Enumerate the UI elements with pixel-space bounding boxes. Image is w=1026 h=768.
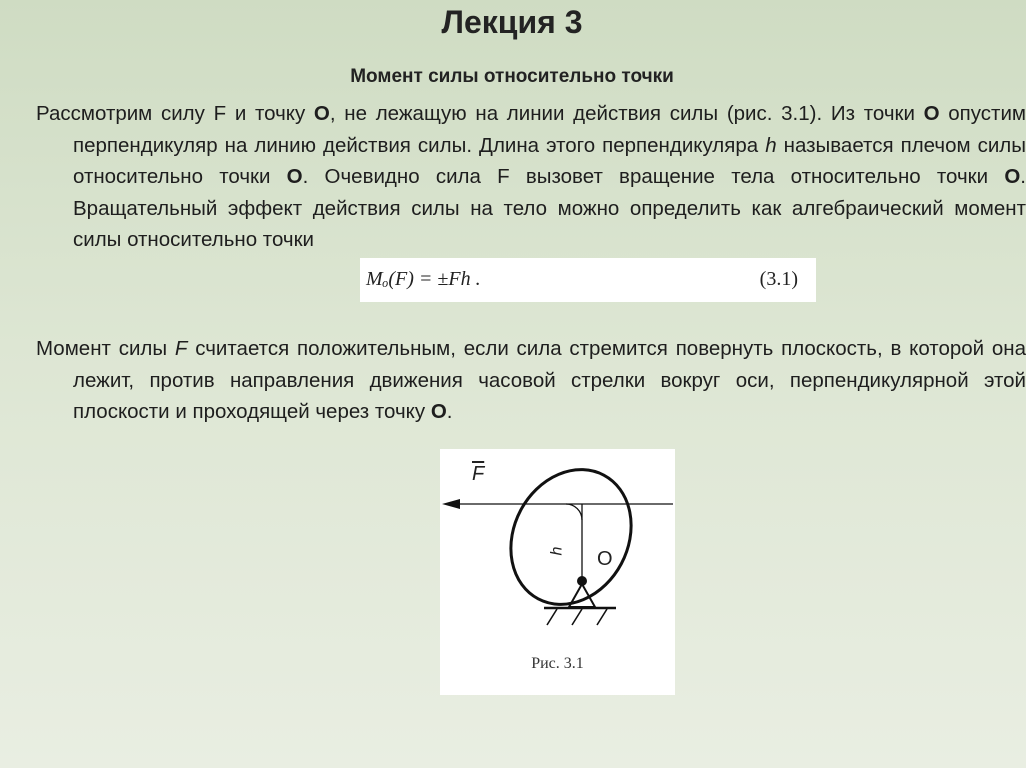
text-run: считается положительным, если сила стремится повернуть плоскость, в которой она лежит, против направления движения часовой стрелки вокруг оси, перпендикулярной этой плоскости и проходящей через точку bbox=[73, 337, 1026, 423]
point-o: О bbox=[1004, 165, 1021, 188]
text-run: . Очевидно сила F вызовет вращение тела относительно точки bbox=[302, 165, 1005, 188]
point-o: О bbox=[430, 400, 447, 423]
formula-expression: Mₒ(F) = ±Fh . bbox=[366, 268, 481, 290]
text-run: Момент силы bbox=[36, 337, 175, 360]
figure-caption: Рис. 3.1 bbox=[531, 655, 584, 672]
text-run: опустим перпендикуляр на линию действия силы. Длина этого перпендикуляра bbox=[73, 102, 1026, 157]
formula-image bbox=[360, 258, 816, 302]
ground-hatch bbox=[547, 609, 557, 625]
text-run: . bbox=[446, 400, 453, 423]
slide-title: Лекция 3 bbox=[441, 4, 583, 40]
text-run: , не лежащую на линии действия силы (рис. 3.1). Из точки bbox=[329, 102, 924, 125]
arm-label: h bbox=[548, 546, 566, 556]
arm-symbol: h bbox=[765, 133, 777, 157]
paragraph-definition bbox=[36, 98, 1026, 256]
formula-number: (3.1) bbox=[759, 268, 798, 290]
point-o: О bbox=[923, 102, 940, 125]
point-label: O bbox=[597, 548, 613, 570]
point-o: О bbox=[313, 102, 330, 125]
paragraph-sign-rule bbox=[36, 333, 1026, 428]
point-o: О bbox=[286, 165, 303, 188]
force-arrowhead bbox=[442, 499, 460, 509]
section-heading: Момент силы относительно точки bbox=[350, 66, 674, 87]
ground-hatch bbox=[572, 609, 582, 625]
ground-hatch bbox=[597, 609, 607, 625]
force-label: $\overline{F}$ bbox=[472, 463, 485, 485]
rigid-body bbox=[488, 448, 654, 625]
text-run: Рассмотрим силу F и точку bbox=[36, 102, 314, 125]
text-run: называется плечом силы относительно точки bbox=[73, 133, 1026, 188]
force-symbol: F bbox=[174, 337, 188, 360]
figure-3-1 bbox=[440, 449, 675, 695]
right-angle-mark bbox=[566, 504, 582, 520]
text-run: . Вращательный эффект действия силы на тело можно определить как алгебраический момент силы относительно точки bbox=[73, 165, 1026, 251]
